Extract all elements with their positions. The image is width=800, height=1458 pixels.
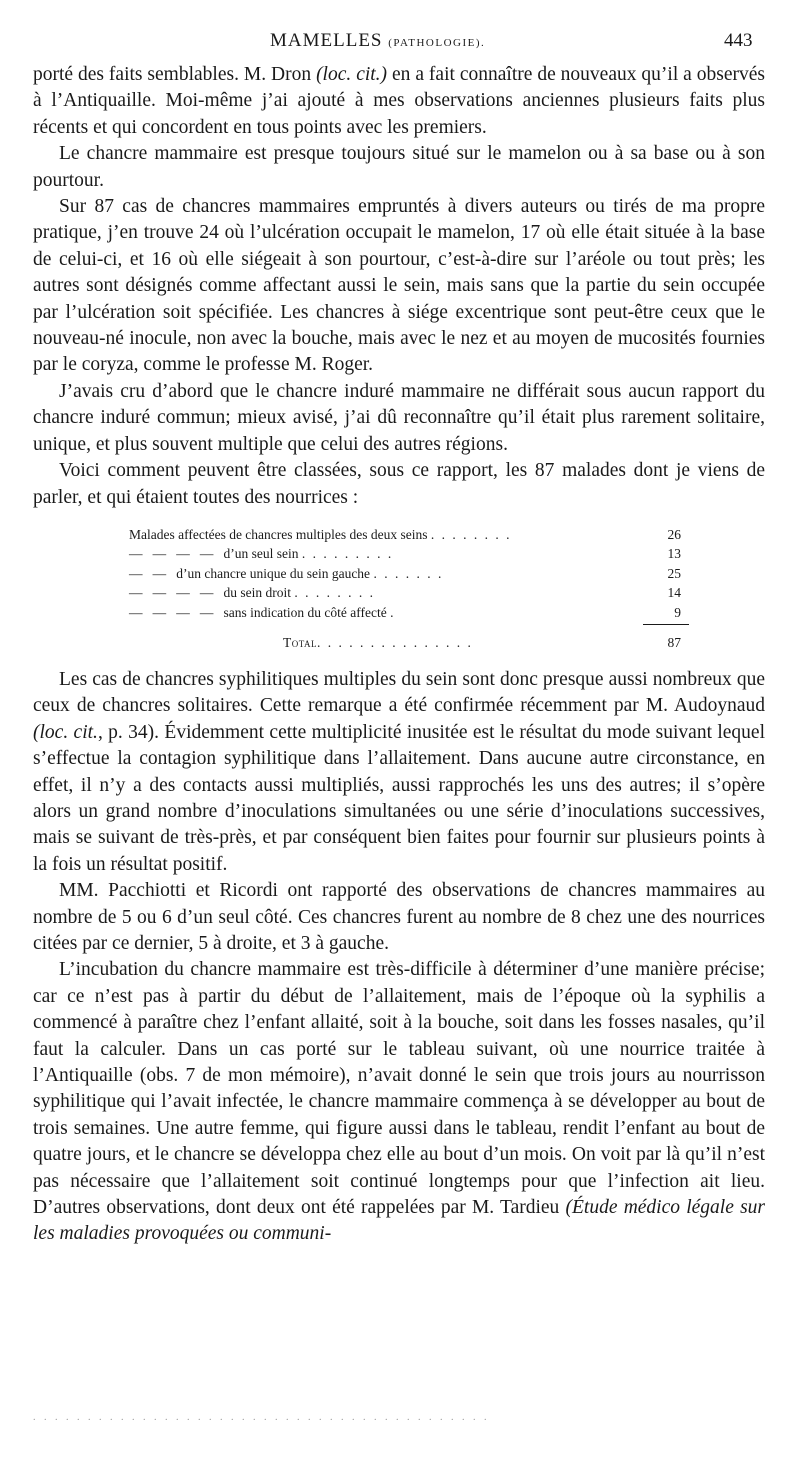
citation: (loc. cit.	[33, 721, 98, 743]
leader-dots: . . . . . . . . . . . . . . .	[317, 635, 473, 651]
paragraph-1-text-a: porté des faits semblables. M. Dron	[33, 64, 317, 85]
paragraph-8-text: L’incubation du chancre mammaire est très-difficile à déterminer d’une manière précise; car ce n’est pas à partir du début de l’allaitement, mais de l’époque où la syphilis a commencé à paraître chez l’enfant allaité, soit à la bouche, soit dans les fosses nasales, qu’il faut la calculer. Dans un cas porté sur le tableau suivant, où une nourrice traitée à l’Antiquaille (obs. 7 de mon mémoire), n’avait donné le sein que trois jours au nourrisson syphilitique qui l’avait infectée, le chancre mammaire commença à se développer au bout de trois semaines. Une autre femme, qui figure aussi dans le tableau, rendit l’enfant au bout de quatre jours, et le chancre se développa chez elle au bout d’un mois. On voit par là qu’il n’est pas nécessaire que l’allaitement soit continué longtemps pour que l’infection ait lieu. D’autres observations, dont deux ont été rappelées par M. Tardieu	[33, 959, 765, 1219]
bottom-print-marks: . . . . . . . . . . . . . . . . . . . . . . . . . . . . . . . . . . . . . . . . . .	[33, 1412, 490, 1423]
table-row-label	[33, 583, 641, 603]
row-label-text: — — — — sans indication du côté affecté	[129, 604, 387, 620]
row-label-text: — — d’un chancre unique du sein gauche	[129, 565, 371, 581]
paragraph-4: J’avais cru d’abord que le chancre induré mammaire ne différait sous aucun rapport du chancre induré commun; mieux avisé, j’ai dû reconnaître qu’il était plus rarement solitaire, unique, et plus souvent multiple que celui des autres régions.	[33, 380, 765, 455]
table-row	[33, 583, 765, 603]
table-row-label	[33, 525, 641, 545]
table-row	[33, 564, 765, 584]
citation: (loc. cit.)	[316, 64, 388, 85]
table-row	[33, 544, 765, 564]
paragraph-6	[33, 667, 765, 878]
table-row-value: 14	[667, 585, 681, 601]
running-header	[0, 30, 800, 56]
table-row-value: 25	[667, 565, 681, 581]
paragraph-2: Le chancre mammaire est presque toujours situé sur le mamelon ou à sa base ou à son pourtour.	[33, 143, 765, 191]
running-title-main: MAMELLES	[270, 30, 383, 51]
paragraph-8	[33, 957, 765, 1247]
row-label-text: — — — — du sein droit	[129, 585, 291, 601]
table-row-value: 26	[667, 526, 681, 542]
sum-rule	[643, 624, 689, 625]
table-row-label	[33, 544, 641, 564]
total-label: Total	[283, 635, 318, 651]
table-row-label	[33, 564, 641, 584]
row-label-text: — — — — d’un seul sein	[129, 546, 299, 562]
total-label-cell	[33, 633, 641, 653]
paragraph-6-text-b: , p. 34). Évidemment cette multiplicité inusitée est le résultat du mode suivant lequel s’effectue la contagion syphilitique dans l’allaitement. Dans aucune autre circonstance, en effet, il n’y a des contacts aussi multipliés, aussi rapprochés les uns des autres; il s’opère alors un grand nombre d’inoculations simultanées ou une série d’inoculations successives, mais se suivant de très-près, et par conséquent bien faites pour fournir sur plusieurs points à la fois un résultat positif.	[33, 721, 766, 875]
leader-dots: . . . . . . .	[373, 565, 444, 581]
table-row-value: 9	[674, 604, 681, 620]
paragraph-5: Voici comment peuvent être classées, sous ce rapport, les 87 malades dont je viens de parler, et qui étaient toutes des nourrices :	[33, 460, 765, 508]
leader-dots: .	[390, 604, 396, 620]
paragraph-7: MM. Pacchiotti et Ricordi ont rapporté des observations de chancres mammaires au nombre de 5 ou 6 d’un seul côté. Ces chancres furent au nombre de 8 chez une des nourrices citées par ce dernier, 5 à droite, et 3 à gauche.	[33, 880, 765, 954]
paragraph-6-text-a: Les cas de chancres syphilitiques multiples du sein sont donc presque aussi nombreux que ceux de chancres solitaires. Cette remarque a été confirmée récemment par M. Audoynaud	[33, 668, 765, 717]
leader-dots: . . . . . . . .	[430, 526, 512, 542]
running-title-sub: (PATHOLOGIE).	[388, 37, 486, 49]
table-row-label	[33, 603, 641, 623]
paragraph-1-text-b: en a fait connaître de nouveaux qu’il a observés à l’Antiquaille. Moi-même j’ai ajouté à mes observations anciennes plusieurs faits plus récents et qui concordent en tous points avec les premiers.	[33, 64, 765, 138]
table-row	[33, 525, 765, 545]
leader-dots: . . . . . . . . .	[301, 546, 394, 562]
page-number: 443	[724, 30, 753, 51]
table-row	[33, 603, 765, 623]
statistics-table	[33, 525, 765, 653]
paragraph-3: Sur 87 cas de chancres mammaires empruntés à divers auteurs ou tirés de ma propre pratique, j’en trouve 24 où l’ulcération occupait le mamelon, 17 où elle était située à la base de celui-ci, et 16 où elle siégeait à son pourtour, c’est-à-dire sur l’aréole ou tout près; les autres sont désignés comme affectant aussi le sein, mais sans que la partie du sein occupée par l’ulcération soit spécifiée. Les chancres à siége excentrique sont peut-être ceux que le nouveau-né inocule, non avec la bouche, mais avec le nez et au moyen de mucosités fournies par le coryza, comme le professe M. Roger.	[33, 196, 765, 376]
body-text	[33, 62, 765, 1248]
table-total-row	[33, 633, 765, 653]
citation: (Étude médico légale sur les maladies provoquées ou communi-	[33, 1197, 765, 1245]
running-title	[270, 30, 485, 52]
paragraph-1	[33, 62, 765, 141]
total-value: 87	[667, 635, 681, 651]
row-label-text: Malades affectées de chancres multiples des deux seins	[129, 526, 428, 542]
leader-dots: . . . . . . . .	[294, 585, 375, 601]
table-row-value: 13	[667, 546, 681, 562]
